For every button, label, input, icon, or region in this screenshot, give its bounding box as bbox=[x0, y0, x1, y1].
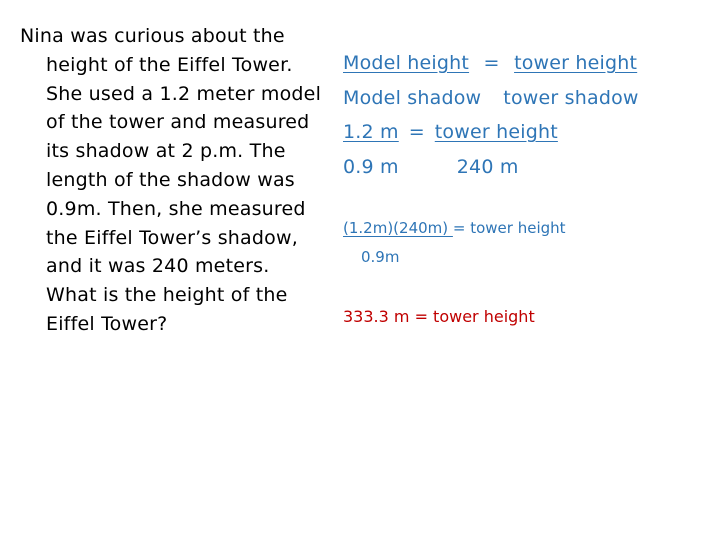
proportion-setup bbox=[343, 46, 713, 184]
problem-line: height of the Eiffel Tower. bbox=[46, 53, 293, 76]
problem-line: Eiffel Tower? bbox=[46, 312, 168, 335]
substituted-numerator-row bbox=[343, 115, 713, 150]
problem-line: length of the shadow was bbox=[46, 168, 295, 191]
proportion-denominator-row bbox=[343, 81, 713, 116]
tower-shadow-value: 240 m bbox=[456, 155, 519, 178]
substituted-denominator-row bbox=[343, 150, 713, 185]
problem-line: 0.9m. Then, she measured bbox=[46, 197, 306, 220]
equals-sign: = bbox=[408, 121, 425, 143]
model-shadow-value: 0.9 m bbox=[343, 155, 399, 178]
problem-line: the Eiffel Tower’s shadow, bbox=[46, 226, 298, 249]
calc-equals-tower-height: = tower height bbox=[452, 219, 566, 237]
problem-line: and it was 240 meters. bbox=[46, 255, 270, 278]
word-problem bbox=[20, 22, 320, 339]
problem-line: its shadow at 2 p.m. The bbox=[46, 140, 286, 163]
model-height-label: Model height bbox=[343, 52, 470, 74]
tower-height-label: tower height bbox=[514, 52, 638, 74]
model-shadow-label: Model shadow bbox=[343, 86, 482, 109]
tower-shadow-label: tower shadow bbox=[503, 86, 639, 109]
final-answer: 333.3 m = tower height bbox=[343, 307, 535, 326]
model-height-value: 1.2 m bbox=[343, 121, 399, 143]
problem-line: What is the height of the bbox=[46, 284, 288, 307]
calc-denominator: 0.9m bbox=[361, 248, 400, 266]
tower-height-unknown: tower height bbox=[434, 121, 558, 143]
problem-line: Nina was curious about the bbox=[20, 25, 285, 47]
problem-line: She used a 1.2 meter model bbox=[46, 82, 322, 105]
problem-line: of the tower and measured bbox=[46, 111, 310, 134]
proportion-numerator-row bbox=[343, 46, 713, 81]
solve-step bbox=[343, 217, 566, 269]
calc-numerator: (1.2m)(240m) bbox=[343, 219, 453, 237]
equals-sign: = bbox=[483, 52, 500, 74]
